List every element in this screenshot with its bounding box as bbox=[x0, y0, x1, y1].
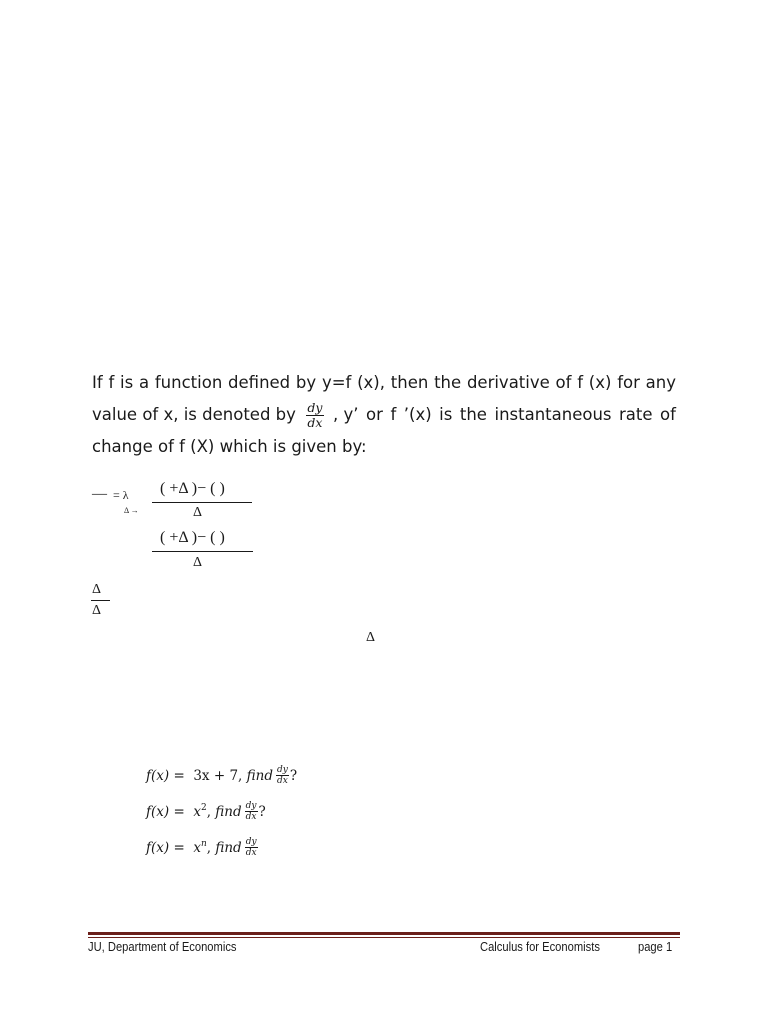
footer-rule-thin bbox=[88, 937, 680, 938]
footer-rule-thick bbox=[88, 932, 680, 935]
example-2-power: 2 bbox=[200, 802, 207, 813]
example-3-comma: , bbox=[206, 839, 216, 856]
delta-fraction-numerator: Δ bbox=[92, 582, 102, 597]
example-3-power: n bbox=[200, 838, 207, 849]
example-2-find: find bbox=[215, 803, 242, 820]
example-2-dydx bbox=[245, 801, 258, 822]
delta-fraction-bar bbox=[91, 600, 110, 601]
paragraph-line-1-word: (x), bbox=[357, 373, 385, 392]
paragraph-line-1-word: derivative bbox=[466, 373, 550, 392]
footer-department: JU, Department of Economics bbox=[88, 939, 237, 954]
paragraph-line-1-word: f bbox=[108, 373, 115, 392]
formula-denominator-1: Δ bbox=[193, 505, 203, 520]
example-2-base: x bbox=[193, 803, 201, 820]
formula-limit-subscript: Δ → bbox=[124, 506, 139, 515]
paragraph-line-2 bbox=[92, 399, 676, 431]
example-3-find: find bbox=[215, 839, 242, 856]
formula-bar-1 bbox=[152, 502, 252, 503]
footer-course-title: Calculus for Economists bbox=[480, 939, 600, 954]
example-1-rhs: 3x + 7, bbox=[193, 767, 247, 784]
formula-denominator-2: Δ bbox=[193, 555, 203, 570]
paragraph-line-1 bbox=[92, 367, 676, 399]
paragraph-line-1-word: defined bbox=[228, 373, 291, 392]
paragraph-line-1-word: function bbox=[154, 373, 223, 392]
example-3-lhs: f(x) bbox=[146, 839, 170, 856]
paragraph-line-2-word: , y’ bbox=[333, 405, 359, 424]
formula-numerator-1: ( +Δ )− ( ) bbox=[160, 480, 225, 497]
example-1-find: find bbox=[246, 767, 273, 784]
paragraph-line-1-word: is bbox=[120, 373, 134, 392]
dy-numerator: dy bbox=[307, 399, 323, 415]
example-2-eq: = bbox=[169, 803, 194, 820]
paragraph-line-2-word: ’(x) bbox=[403, 405, 432, 424]
paragraph-line-2-start: value of x, is denoted by bbox=[92, 405, 296, 424]
formula-bar-2 bbox=[152, 551, 253, 552]
paragraph-line-2-word: rate bbox=[619, 405, 653, 424]
example-2 bbox=[146, 801, 266, 822]
example-1-num: dy bbox=[276, 765, 288, 775]
paragraph-line-1-word: y=f bbox=[321, 373, 352, 392]
formula-lhs-dash: — bbox=[92, 486, 107, 502]
paragraph-line-1-word: for bbox=[617, 373, 640, 392]
paragraph-line-1-word: then bbox=[390, 373, 429, 392]
paragraph-line-2-word: is bbox=[439, 405, 453, 424]
example-1-dydx bbox=[276, 765, 289, 786]
paragraph-line-1-word: If bbox=[92, 373, 103, 392]
delta-symbol: Δ bbox=[366, 630, 376, 645]
formula-numerator-2: ( +Δ )− ( ) bbox=[160, 529, 225, 546]
example-2-question: ? bbox=[258, 803, 266, 820]
example-3-base: x bbox=[193, 839, 201, 856]
example-3-dydx bbox=[245, 837, 258, 858]
example-1 bbox=[146, 765, 297, 786]
paragraph-line-1-word: a bbox=[138, 373, 150, 392]
dx-denominator: dx bbox=[307, 414, 323, 430]
example-2-comma: , bbox=[206, 803, 216, 820]
example-3 bbox=[146, 837, 259, 858]
example-1-lhs: f(x) bbox=[146, 767, 170, 784]
paragraph-line-1-word: f bbox=[577, 373, 584, 392]
paragraph-line-3 bbox=[92, 431, 676, 463]
paragraph-line-2-word: the bbox=[459, 405, 487, 424]
example-2-lhs: f(x) bbox=[146, 803, 170, 820]
paragraph-line-1-word: any bbox=[645, 373, 676, 392]
delta-fraction-denominator: Δ bbox=[92, 603, 102, 618]
example-1-question: ? bbox=[289, 767, 298, 784]
example-3-num: dy bbox=[245, 837, 257, 847]
paragraph-line-2-word: instantaneous bbox=[494, 405, 612, 424]
paragraph-line-1-word: (x) bbox=[588, 373, 612, 392]
paragraph-line-1-word: by bbox=[295, 373, 317, 392]
example-1-den: dx bbox=[276, 776, 288, 786]
example-2-den: dx bbox=[245, 812, 257, 822]
definition-paragraph bbox=[92, 367, 676, 463]
paragraph-line-1-word: of bbox=[555, 373, 572, 392]
example-3-den: dx bbox=[245, 848, 257, 858]
dy-dx-fraction bbox=[306, 401, 323, 430]
paragraph-line-2-word: f bbox=[390, 405, 397, 424]
example-2-num: dy bbox=[245, 801, 257, 811]
paragraph-line-2-word: of bbox=[660, 405, 676, 424]
paragraph-line-2-word: or bbox=[366, 405, 383, 424]
example-3-eq: = bbox=[169, 839, 194, 856]
example-1-eq: = bbox=[169, 767, 194, 784]
footer-page-number: page 1 bbox=[638, 939, 673, 954]
paragraph-line-3-text: change of f (X) which is given by: bbox=[92, 437, 367, 456]
formula-eq-lambda: = λ bbox=[113, 488, 129, 502]
paragraph-line-1-word: the bbox=[434, 373, 462, 392]
